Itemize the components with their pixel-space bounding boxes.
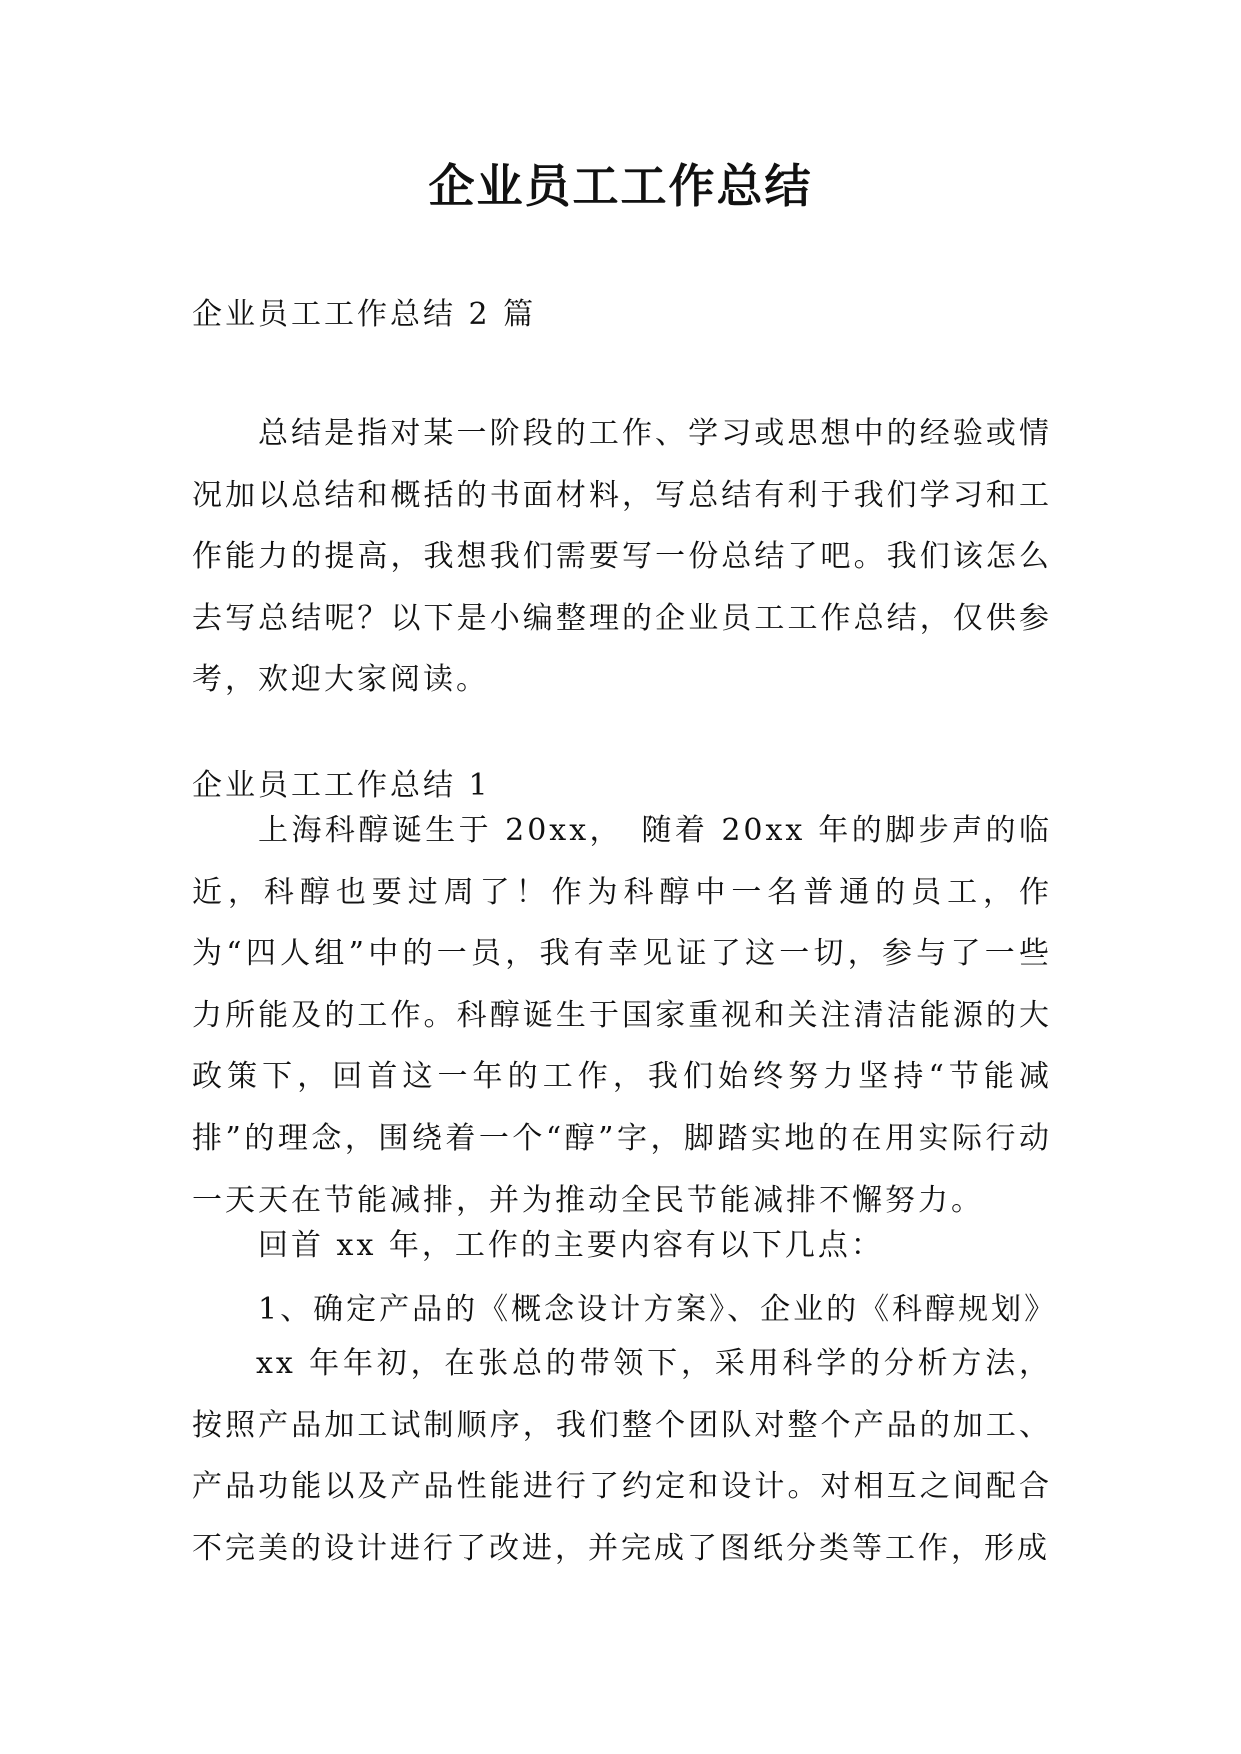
section-heading: 企业员工工作总结 1 bbox=[192, 768, 491, 803]
document-title: 企业员工工作总结 bbox=[428, 159, 813, 213]
list-item: 1、确定产品的《概念设计方案》、企业的《科醇规划》 bbox=[258, 1292, 1058, 1327]
points-intro-line: 回首 xx 年，工作的主要内容有以下几点： bbox=[258, 1228, 884, 1263]
intro-paragraph: 总结是指对某一阶段的工作、学习或思想中的经验或情况加以总结和概括的书面材料，写总结有利于我们学习和工作能力的提高，我想我们需要写一份总结了吧。我们该怎么去写总结呢？以下是小编整理的企业员工工作总结，仅供参考，欢迎大家阅读。 bbox=[192, 416, 1052, 698]
section-paragraph: xx 年年初，在张总的带领下，采用科学的分析方法，按照产品加工试制顺序，我们整个团队对整个产品的加工、产品功能以及产品性能进行了约定和设计。对相互之间配合不完美的设计进行了改进，并完成了图纸分类等工作，形成 bbox=[192, 1346, 1052, 1566]
document-subtitle: 企业员工工作总结 2 篇 bbox=[192, 297, 537, 332]
section-paragraph: 上海科醇诞生于 20xx， 随着 20xx 年的脚步声的临近，科醇也要过周了！作为科醇中一名普通的员工，作为“四人组”中的一员，我有幸见证了这一切，参与了一些力所能及的工作。科醇诞生于国家重视和关注清洁能源的大政策下，回首这一年的工作，我们始终努力坚持“节能减排”的理念，围绕着一个“醇”字，脚踏实地的在用实际行动一天天在节能减排，并为推动全民节能减排不懈努力。 bbox=[192, 813, 1052, 1218]
